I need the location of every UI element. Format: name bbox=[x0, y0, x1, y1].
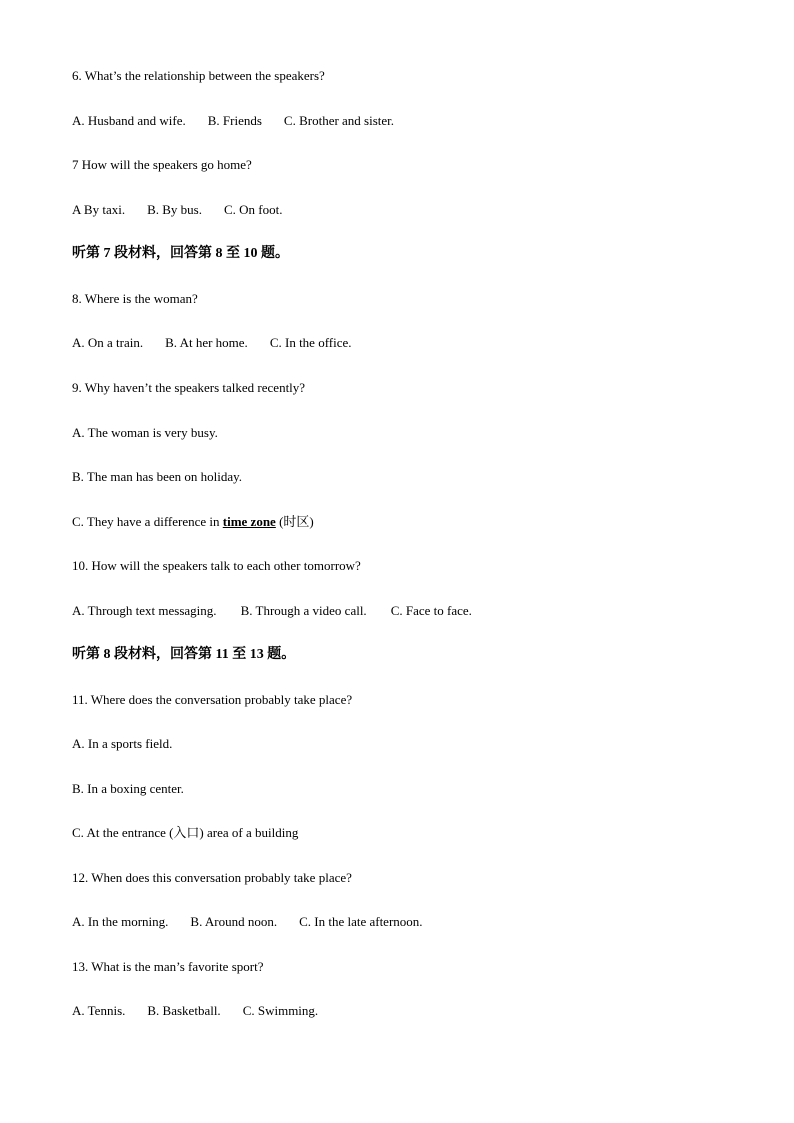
option-b: B. Around noon. bbox=[190, 914, 278, 929]
question-13-options bbox=[72, 1003, 318, 1019]
question-8-options bbox=[72, 335, 352, 351]
question-6-options bbox=[72, 113, 394, 129]
option-c: C. On foot. bbox=[224, 202, 283, 217]
option-a: A. Tennis. bbox=[72, 1003, 126, 1018]
question-10-options bbox=[72, 603, 472, 619]
option-a: A. Husband and wife. bbox=[72, 113, 186, 128]
question-7-options bbox=[72, 202, 283, 218]
option-b: B. By bus. bbox=[147, 202, 202, 217]
option-c-suffix: (时区) bbox=[275, 514, 314, 529]
section-heading-8: 听第 8 段材料，回答第 11 至 13 题。 bbox=[72, 647, 296, 662]
question-8: 8. Where is the woman? bbox=[72, 291, 198, 306]
question-7: 7 How will the speakers go home? bbox=[72, 157, 252, 172]
option-c: C. In the late afternoon. bbox=[299, 914, 423, 929]
question-6: 6. What’s the relationship between the speakers? bbox=[72, 68, 325, 83]
question-9-option-c bbox=[72, 514, 314, 530]
option-b: B. Through a video call. bbox=[240, 603, 367, 618]
option-b: B. Basketball. bbox=[147, 1003, 221, 1018]
question-11-option-c: C. At the entrance (入口) area of a building bbox=[72, 825, 299, 840]
question-9: 9. Why haven’t the speakers talked recently? bbox=[72, 380, 306, 395]
question-11: 11. Where does the conversation probably take place? bbox=[72, 692, 353, 707]
option-a: A. On a train. bbox=[72, 335, 144, 350]
section-heading-7: 听第 7 段材料，回答第 8 至 10 题。 bbox=[72, 246, 289, 261]
question-12: 12. When does this conversation probably take place? bbox=[72, 870, 352, 885]
question-13: 13. What is the man’s favorite sport? bbox=[72, 959, 264, 974]
option-c: C. In the office. bbox=[269, 335, 352, 350]
question-11-option-b: B. In a boxing center. bbox=[72, 781, 184, 796]
option-c: C. Face to face. bbox=[390, 603, 472, 618]
question-11-option-a: A. In a sports field. bbox=[72, 736, 173, 751]
option-c: C. Brother and sister. bbox=[283, 113, 395, 128]
question-10: 10. How will the speakers talk to each other tomorrow? bbox=[72, 558, 361, 573]
option-b: B. At her home. bbox=[165, 335, 248, 350]
option-b: B. Friends bbox=[207, 113, 262, 128]
option-a: A By taxi. bbox=[72, 202, 126, 217]
option-a: A. Through text messaging. bbox=[72, 603, 217, 618]
glossary-term: time zone bbox=[222, 514, 276, 529]
question-9-option-a: A. The woman is very busy. bbox=[72, 425, 218, 440]
option-a: A. In the morning. bbox=[72, 914, 169, 929]
question-12-options bbox=[72, 914, 423, 930]
question-9-option-b: B. The man has been on holiday. bbox=[72, 469, 243, 484]
option-c: C. Swimming. bbox=[242, 1003, 319, 1018]
option-c-prefix: C. They have a difference in bbox=[72, 514, 223, 529]
